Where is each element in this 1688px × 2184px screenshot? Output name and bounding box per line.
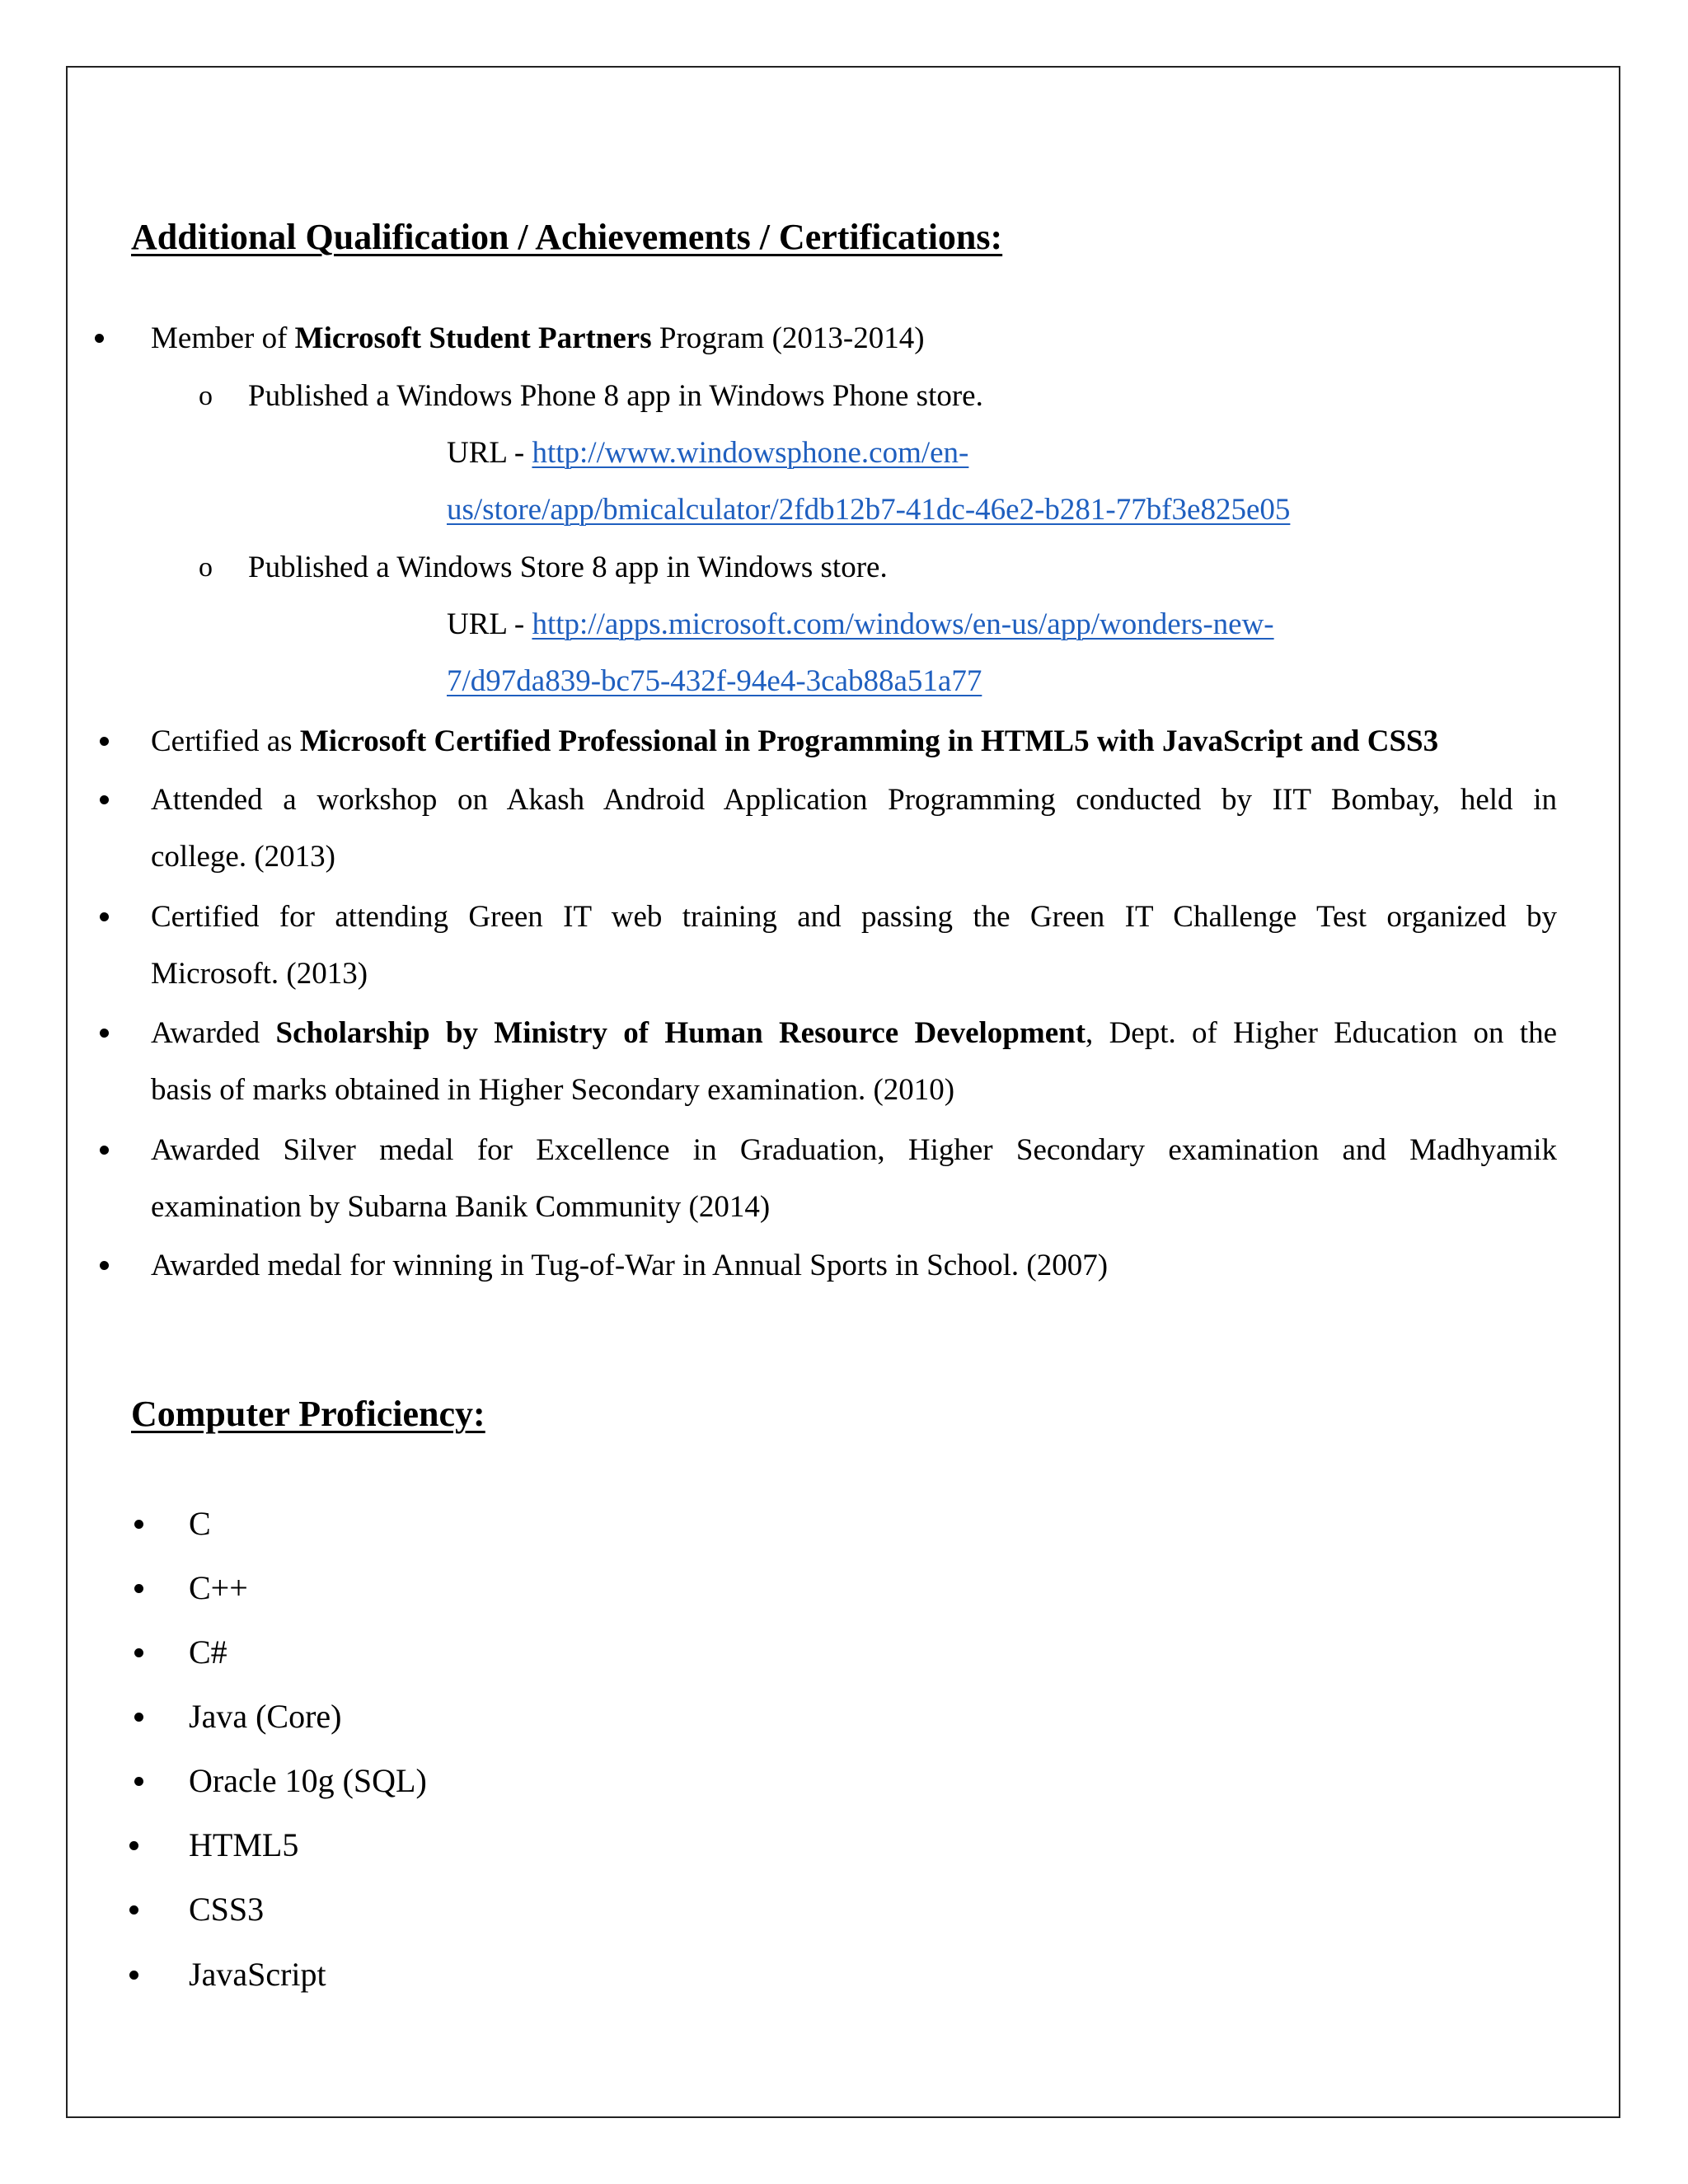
windows-store-app-link-cont[interactable]: 7/d97da839-bc75-432f-94e4-3cab88a51a77	[447, 664, 982, 698]
skill-item: HTML5	[189, 1826, 299, 1863]
list-item-silver-medal-cont: examination by Subarna Banik Community (2014)	[151, 1190, 771, 1224]
skill-item: C#	[189, 1633, 227, 1671]
list-item-scholarship-cont: basis of marks obtained in Higher Secondary examination. (2010)	[151, 1073, 955, 1107]
bullet-icon	[100, 912, 109, 921]
list-item-green-it: Certified for attending Green IT web training and passing the Green IT Challenge Test organized by	[151, 900, 1557, 934]
url-line2-windows-store	[447, 666, 982, 696]
subitem-windows-phone: Published a Windows Phone 8 app in Windows Phone store.	[248, 379, 983, 413]
skill-item: CSS3	[189, 1891, 265, 1928]
list-item-certification: Certified as Microsoft Certified Professional in Programming in HTML5 with JavaScript and CSS3	[151, 724, 1439, 758]
list-item-green-it-cont: Microsoft. (2013)	[151, 957, 368, 991]
bullet-icon	[100, 1146, 109, 1155]
bullet-icon	[129, 1971, 138, 1980]
list-item-tug-of-war: Awarded medal for winning in Tug-of-War in Annual Sports in School. (2007)	[151, 1249, 1109, 1282]
achievements-heading: Additional Qualification / Achievements / Certifications:	[131, 217, 1003, 257]
bullet-icon	[134, 1777, 143, 1786]
bullet-icon	[100, 1261, 109, 1270]
skill-item: C++	[189, 1569, 248, 1606]
url-line-windows-store: URL - http://apps.microsoft.com/windows/en-us/app/wonders-new-	[447, 607, 1274, 641]
bullet-icon	[100, 795, 109, 804]
windows-phone-app-link-cont[interactable]: us/store/app/bmicalculator/2fdb12b7-41dc-46e2-b281-77bf3e825e05	[447, 493, 1291, 527]
list-item-workshop: Attended a workshop on Akash Android Application Programming conducted by IIT Bombay, held in	[151, 783, 1557, 817]
circle-bullet-icon: o	[199, 552, 213, 583]
list-item-scholarship: Awarded Scholarship by Ministry of Human Resource Development, Dept. of Higher Education on the	[151, 1016, 1557, 1050]
list-item-msp: Member of Microsoft Student Partners Program (2013-2014)	[151, 321, 925, 355]
list-item-workshop-cont: college. (2013)	[151, 840, 335, 874]
bullet-icon	[134, 1648, 143, 1657]
bullet-icon	[134, 1713, 143, 1722]
url-line2-windows-phone	[447, 494, 1290, 525]
skill-item: Oracle 10g (SQL)	[189, 1762, 427, 1799]
bullet-icon	[129, 1905, 138, 1915]
skill-item: C	[189, 1505, 211, 1542]
windows-store-app-link[interactable]: http://apps.microsoft.com/windows/en-us/app/wonders-new-	[532, 607, 1274, 641]
bullet-icon	[95, 334, 104, 343]
skill-item: Java (Core)	[189, 1698, 342, 1735]
bullet-icon	[100, 1029, 109, 1038]
url-line-windows-phone: URL - http://www.windowsphone.com/en-	[447, 436, 969, 470]
circle-bullet-icon: o	[199, 381, 213, 411]
proficiency-heading: Computer Proficiency:	[131, 1394, 485, 1434]
windows-phone-app-link[interactable]: http://www.windowsphone.com/en-	[532, 436, 969, 470]
bullet-icon	[100, 737, 109, 746]
skill-item: JavaScript	[189, 1956, 326, 1993]
subitem-windows-store: Published a Windows Store 8 app in Windows store.	[248, 551, 888, 584]
list-item-silver-medal: Awarded Silver medal for Excellence in Graduation, Higher Secondary examination and Madhyamik	[151, 1133, 1557, 1167]
bullet-icon	[134, 1520, 143, 1529]
bullet-icon	[134, 1584, 143, 1593]
bullet-icon	[129, 1841, 138, 1850]
